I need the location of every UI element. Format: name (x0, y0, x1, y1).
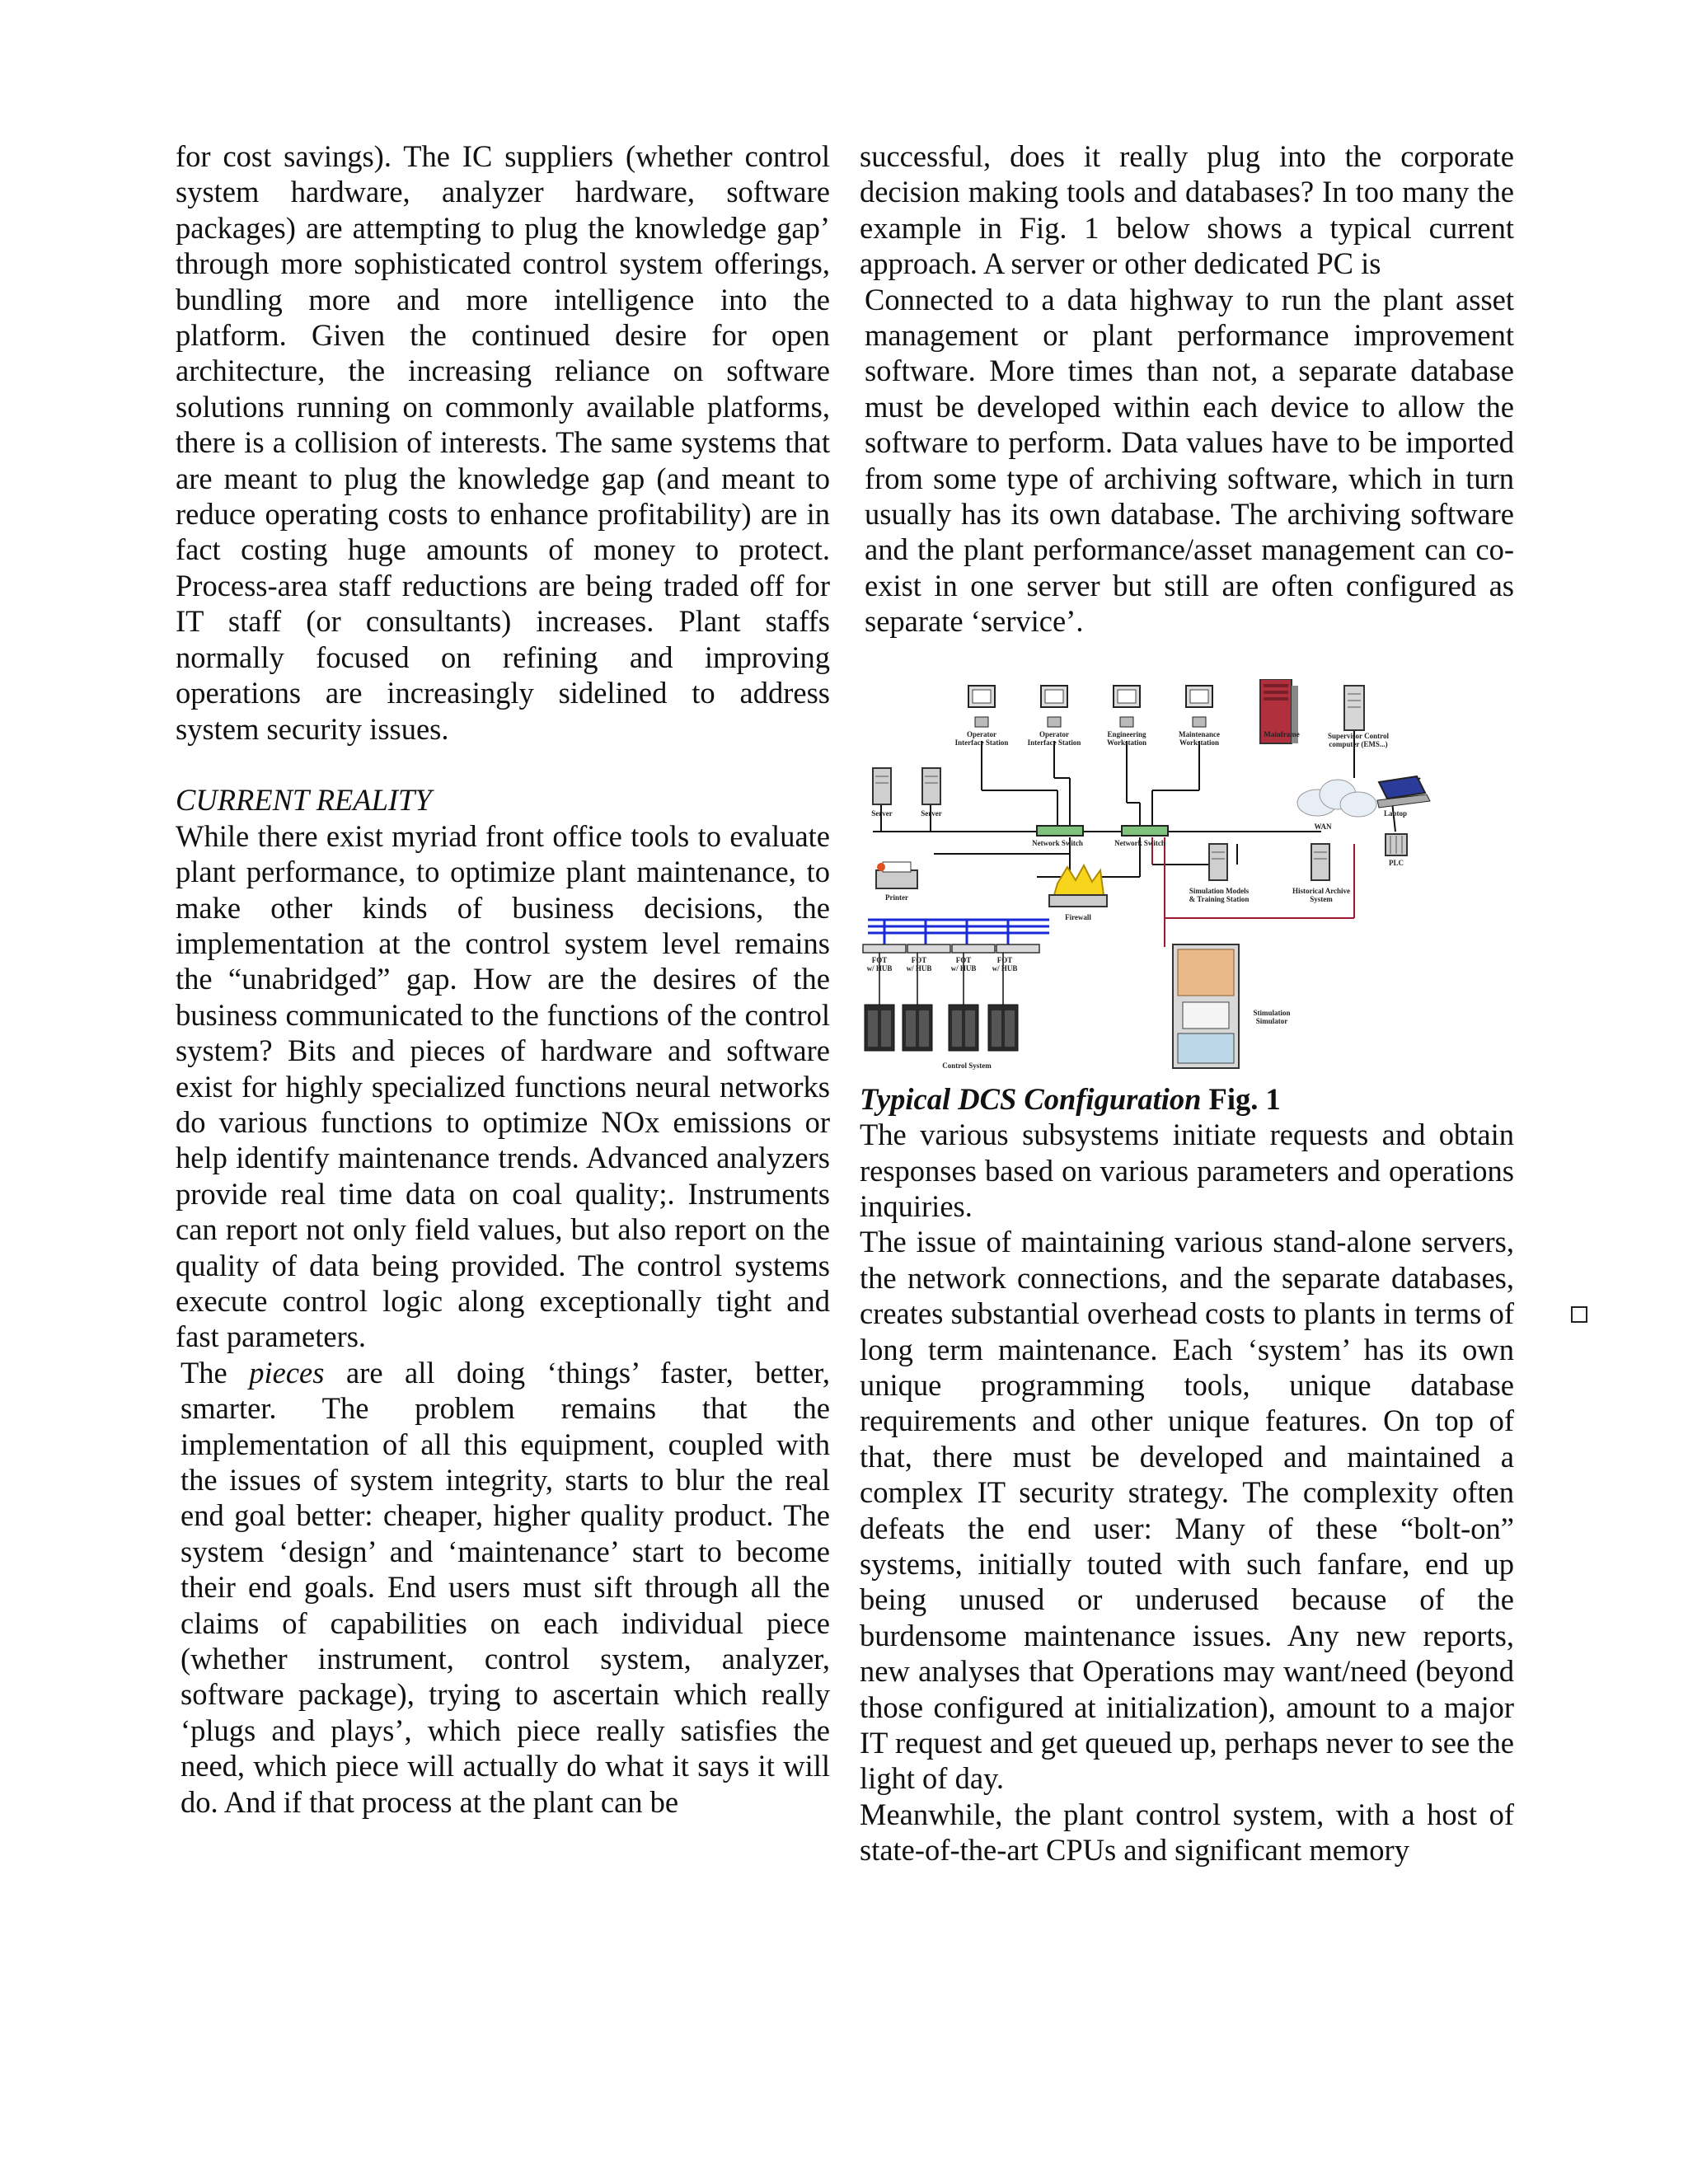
cabinet-links (879, 953, 1003, 1005)
label-hub: w/ HUB (950, 963, 977, 972)
label-fot: FOT (871, 955, 888, 964)
server-icon (922, 768, 940, 804)
body-paragraph (176, 1355, 830, 1820)
left-column (176, 138, 830, 1820)
controller-cabinet-icon (988, 1005, 1018, 1051)
text-run: are all doing ‘things’ faster, better, smarter. The problem remains that the implementation of all this equipment, coupled with the issues of system integrity, starts to blur the real end goal better: cheaper, higher quality product. The system ‘design’ and ‘maintenance’ start to become their end goals. End users must sift through all the claims of capabilities on each individual piece (whether instrument, control system, analyzer, software package), trying to ascertain which really ‘plugs and plays’, which piece really satisfies the need, which piece will actually do what it says it will do. And if that process at the plant can be (181, 1355, 830, 1819)
label-fot: FOT (911, 955, 927, 964)
body-paragraph: Meanwhile, the plant control system, with a host of state-of-the-art CPUs and significant memory (860, 1797, 1514, 1868)
label-engineering: Engineering (1107, 729, 1146, 738)
controller-cabinet-icon (865, 1005, 894, 1051)
label-switch-1: Network Switch (1032, 838, 1083, 847)
caption-label: Fig. 1 (1201, 1081, 1281, 1116)
margin-checkbox-glyph (1571, 1306, 1587, 1323)
printer-icon (876, 862, 917, 888)
firewall-icon (1049, 865, 1107, 907)
label-server-2: Server (921, 808, 942, 818)
wan-cloud-icon (1297, 780, 1376, 817)
operator-station-icon (1041, 686, 1067, 727)
label-firewall: Firewall (1065, 912, 1091, 921)
control-cabinets (865, 1005, 1018, 1051)
controller-cabinet-icon (949, 1005, 978, 1051)
body-paragraph: The issue of maintaining various stand-alone servers, the network connections, and the separate databases, creates substantial overhead costs to plants in terms of long term maintenance. Each ‘system’ has its own unique programming tools, unique database requirements and other unique features. On top of that, there must be developed and maintained a complex IT security strategy. The complexity often defeats the end user: Many of these “bolt-on” systems, initially touted with such fanfare, end up being unused or underused because of the burdensome maintenance issues. Any new reports, new analyses that Operations may want/need (beyond those configured at initialization), amount to a major IT request and get queued up, perhaps never to see the light of day. (860, 1225, 1514, 1796)
controller-cabinet-icon (903, 1005, 932, 1051)
body-paragraph: While there exist myriad front office tools to evaluate plant performance, to optimize plant maintenance, to make other kinds of business decisions, the implementation at the control system level remains the “unabridged” gap. How are the desires of the business communicated to the functions of the control system? Bits and pieces of hardware and software exist for highly specialized functions neural networks do various functions to optimize NOx emissions or help identify maintenance trends. Advanced analyzers provide real time data on coal quality;. Instruments can report not only field values, but also report on the quality of data being provided. The control systems execute control logic along exceptionally tight and fast parameters. (176, 818, 830, 1354)
label-switch-2: Network Switch (1114, 838, 1165, 847)
figure-labels (867, 730, 1407, 1070)
label-fot: FOT (996, 955, 1013, 964)
operator-station-icon (968, 686, 995, 727)
body-paragraph: The various subsystems initiate requests and obtain responses based on various parameters and operations inquiries. (860, 1118, 1514, 1223)
label-simulator: Simulator (1255, 1016, 1288, 1025)
right-column (860, 138, 1514, 1868)
body-paragraph: Connected to a data highway to run the plant asset management or plant performance improvement software. More times than not, a separate database must be developed within each device to allow the software to perform. Data values have to be imported from some type of archiving software, which in turn usually has its own database. The archiving software and the plant performance/asset management can co-exist in one server but still are often configured as separate ‘service’. (865, 282, 1514, 639)
body-paragraph: successful, does it really plug into the corporate decision making tools and databases? In too many the example in Fig. 1 below shows a typical current approach. A server or other dedicated PC is (860, 139, 1514, 281)
fot-hub-icon (907, 944, 950, 953)
label-hub: w/ HUB (906, 963, 932, 972)
label-stimulation: Stimulation (1253, 1008, 1291, 1017)
label-operator-2: Operator (1039, 729, 1069, 738)
historical-archive-icon (1311, 844, 1329, 880)
network-switch-icon (1122, 826, 1168, 836)
label-simulation-models: Simulation Models (1189, 886, 1250, 895)
laptop-icon (1377, 776, 1430, 808)
label-supervisor-b: computer (EMS...) (1329, 739, 1388, 748)
label-mainframe: Mainframe (1264, 729, 1300, 738)
supervisor-computer-icon (1344, 686, 1364, 730)
fot-hub-row (863, 944, 1039, 953)
server-icon (873, 768, 891, 804)
workstations (968, 686, 1212, 727)
network-switch-icon (1037, 826, 1083, 836)
fot-hub-icon (952, 944, 995, 953)
emphasis-text: pieces (249, 1355, 325, 1390)
label-hub: w/ HUB (866, 963, 893, 972)
label-simulation-models-b: & Training Station (1189, 894, 1250, 903)
label-laptop: Laptop (1383, 808, 1408, 818)
figure-caption (860, 1081, 1514, 1117)
label-wan: WAN (1314, 822, 1332, 831)
fot-hub-icon (996, 944, 1039, 953)
label-fot: FOT (955, 955, 972, 964)
label-operator-2b: Interface Station (1027, 738, 1081, 747)
label-plc: PLC (1389, 858, 1404, 867)
label-engineering-b: Workstation (1106, 738, 1147, 747)
label-printer: Printer (885, 893, 908, 902)
body-paragraph: for cost savings). The IC suppliers (whether control system hardware, analyzer hardware, software packages) are attempting to plug the knowledge gap’ through more sophisticated control system offerings, bundling more and more intelligence into the platform. Given the continued desire for open architecture, the increasing reliance on software solutions running on commonly available platforms, there is a collision of interests. The same systems that are meant to plug the knowledge gap (and meant to reduce operating costs to enhance profitability) are in fact costing huge amounts of money to protect. Process-area staff reductions are being traded off for IT staff (or consultants) increases. Plant staffs normally focused on refining and improving operations are increasingly sidelined to address system security issues. (176, 139, 830, 746)
label-maintenance: Maintenance (1179, 729, 1220, 738)
stimulation-simulator-icon (1173, 944, 1239, 1068)
text-run: The (181, 1355, 250, 1390)
network-diagram (860, 679, 1437, 1081)
label-operator-1: Operator (967, 729, 996, 738)
label-historical-archive: Historical Archive (1292, 886, 1351, 895)
figure-dcs-configuration (860, 679, 1437, 1081)
label-supervisor: Supervisor Control (1328, 731, 1389, 740)
spacer (176, 747, 830, 782)
label-operator-1b: Interface Station (954, 738, 1009, 747)
simulation-station-icon (1209, 844, 1227, 880)
maintenance-workstation-icon (1186, 686, 1212, 727)
label-historical-archive-b: System (1310, 894, 1333, 903)
engineering-workstation-icon (1114, 686, 1140, 727)
label-server-1: Server (871, 808, 893, 818)
caption-title: Typical DCS Configuration (860, 1081, 1202, 1116)
fot-hub-icon (863, 944, 906, 953)
label-hub: w/ HUB (992, 963, 1018, 972)
label-maintenance-b: Workstation (1179, 738, 1220, 747)
section-heading: CURRENT REALITY (176, 783, 432, 818)
plc-icon (1386, 834, 1407, 855)
label-control-system: Control System (942, 1061, 992, 1070)
